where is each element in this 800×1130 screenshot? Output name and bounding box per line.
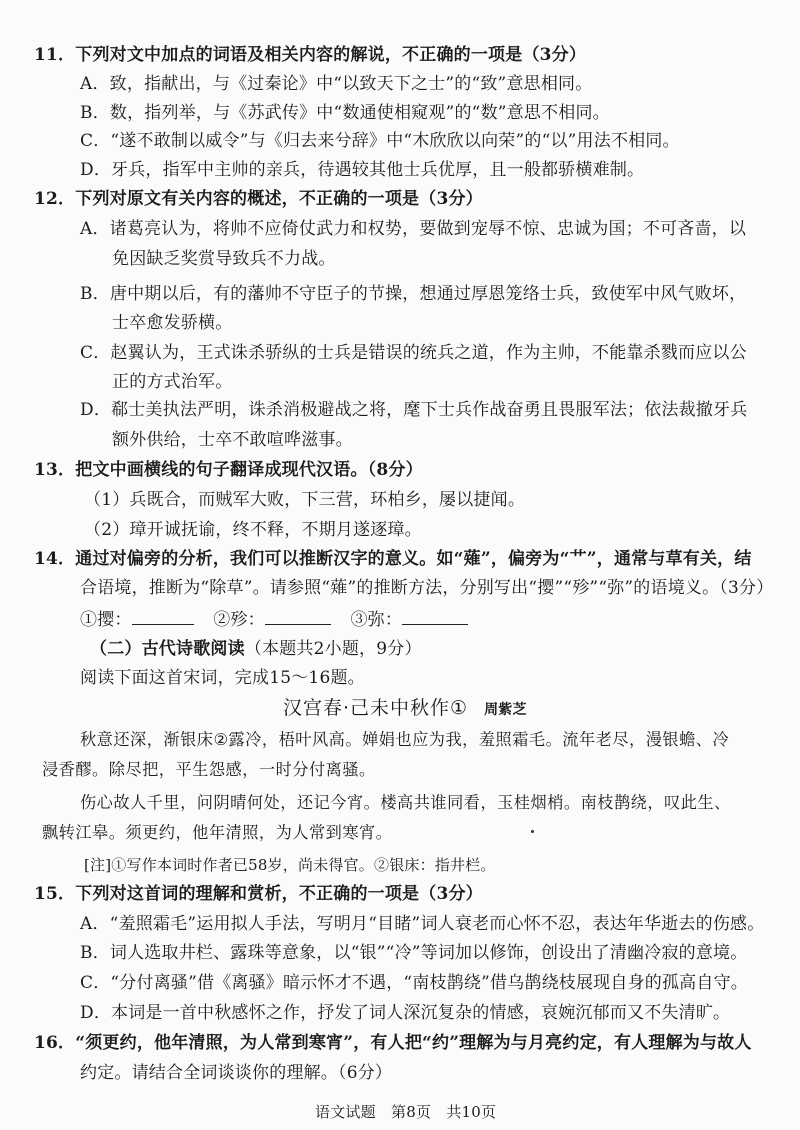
q11-option-d: D．牙兵，指军中主帅的亲兵，待遇较其他士兵优厚，且一般都骄横难制。 [80,160,645,180]
section2-heading-title: （二）古代诗歌阅读 [90,639,245,659]
q14-answer-blanks [80,606,468,632]
q12-option-b-line2: 士卒愈发骄横。 [112,313,233,333]
q15-stem: 15．下列对这首词的理解和赏析，不正确的一项是（3分） [34,884,483,904]
section2-heading-note: （本题共2小题，9分） [244,639,422,659]
section2-instruction: 阅读下面这首宋词，完成15～16题。 [80,668,365,688]
q15-option-d: D．本词是一首中秋感怀之作，抒发了词人深沉复杂的情感，哀婉沉郁而又不失清旷。 [80,1003,731,1023]
q14-stem-line2: 合语境，推断为“除草”。请参照“薙”的推断方法，分别写出“撄”“殄”“弥”的语境义。（3分） [80,578,774,598]
q12-option-a-line1: A．诸葛亮认为，将帅不应倚仗武力和权势，要做到宠辱不惊、忠诚为国；不可吝啬，以 [80,219,747,239]
q16-stem-line1: 16．“须更约，他年清照，为人常到寒宵”，有人把“约”理解为与月亮约定，有人理解为与故人 [34,1033,752,1053]
q15-option-b: B．词人选取井栏、露珠等意象，以“银”“冷”等词加以修饰，创设出了清幽冷寂的意境。 [80,943,748,963]
q14-blank3-label: ③弥： [350,610,403,630]
page-footer: 语文试题 第8页 共10页 [315,1103,497,1121]
q13-sentence-2: （2）璋开诚抚谕，终不释，不期月遂逐璋。 [84,520,422,540]
q11-stem: 11．下列对文中加点的词语及相关内容的解说，不正确的一项是（3分） [34,45,587,65]
q14-blank1-line[interactable] [132,606,194,625]
q12-stem: 12．下列对原文有关内容的概述，不正确的一项是（3分） [34,189,483,209]
poem-title-line [283,696,527,722]
poem-author: 周紫芝 [484,702,527,718]
q11-option-a: A．致，指献出，与《过秦论》中“以致天下之士”的“致”意思相同。 [80,74,593,94]
poem-note: [注]①写作本词时作者已58岁，尚未得官。②银床：指井栏。 [84,856,496,874]
poem-title: 汉宫春·己未中秋作① [283,697,469,719]
q11-option-c: C．“遂不敢制以威令”与《归去来兮辞》中“木欣欣以向荣”的“以”用法不相同。 [80,131,680,151]
q13-sentence-1: （1）兵既合，而贼军大败，下三营，环柏乡，屡以捷闻。 [84,490,526,510]
q12-option-b-line1: B．唐中期以后，有的藩帅不守臣子的节操，想通过厚恩笼络士兵，致使军中风气败坏， [80,284,747,304]
q14-blank3-line[interactable] [402,606,468,625]
poem-line-3: 伤心故人千里，问阴晴何处，还记今宵。楼高共谁同看，玉桂烟梢。南枝鹊绕，叹此生、 [80,793,731,812]
q13-stem: 13．把文中画横线的句子翻译成现代汉语。（8分） [34,460,423,480]
section2-heading [90,637,422,661]
q14-blank2-label: ②殄： [213,610,265,630]
q14-blank1-label: ①撄： [80,610,132,630]
q14-stem-line1: 14．通过对偏旁的分析，我们可以推断汉字的意义。如“薙”，偏旁为“艹”，通常与草有关，结 [34,549,752,569]
q11-option-b: B．数，指列举，与《苏武传》中“数通使相窥观”的“数”意思不相同。 [80,103,610,123]
q12-option-c-line2: 正的方式治军。 [112,372,233,392]
q12-option-d-line1: D．郗士美执法严明，诛杀消极避战之将，麾下士兵作战奋勇且畏服军法；依法裁撤牙兵 [80,400,748,420]
scan-speck [531,830,534,833]
q15-option-c: C．“分付离骚”借《离骚》暗示怀才不遇，“南枝鹊绕”借乌鹊绕枝展现自身的孤高自守。 [80,973,748,993]
q12-option-d-line2: 额外供给，士卒不敢喧哗滋事。 [112,430,353,450]
poem-line-2: 浸香醪。除尽把，平生怨感，一时分付离骚。 [42,760,376,779]
poem-line-1: 秋意还深，渐银床②露冷，梧叶风高。婵娟也应为我，羞照霜毛。流年老尽，漫银蟾、冷 [80,730,730,749]
poem-line-4: 飘转江皋。须更约，他年清照，为人常到寒宵。 [42,823,393,842]
q14-blank2-line[interactable] [265,606,331,625]
q15-option-a: A．“羞照霜毛”运用拟人手法，写明月“目睹”词人衰老而心怀不忍，表达年华逝去的伤感。 [80,914,765,934]
q12-option-a-line2: 免因缺乏奖赏导致兵不力战。 [112,249,336,269]
q16-stem-line2: 约定。请结合全词谈谈你的理解。（6分） [80,1063,393,1083]
q12-option-c-line1: C．赵翼认为，王式诛杀骄纵的士兵是错误的统兵之道，作为主帅，不能靠杀戮而应以公 [80,343,747,363]
